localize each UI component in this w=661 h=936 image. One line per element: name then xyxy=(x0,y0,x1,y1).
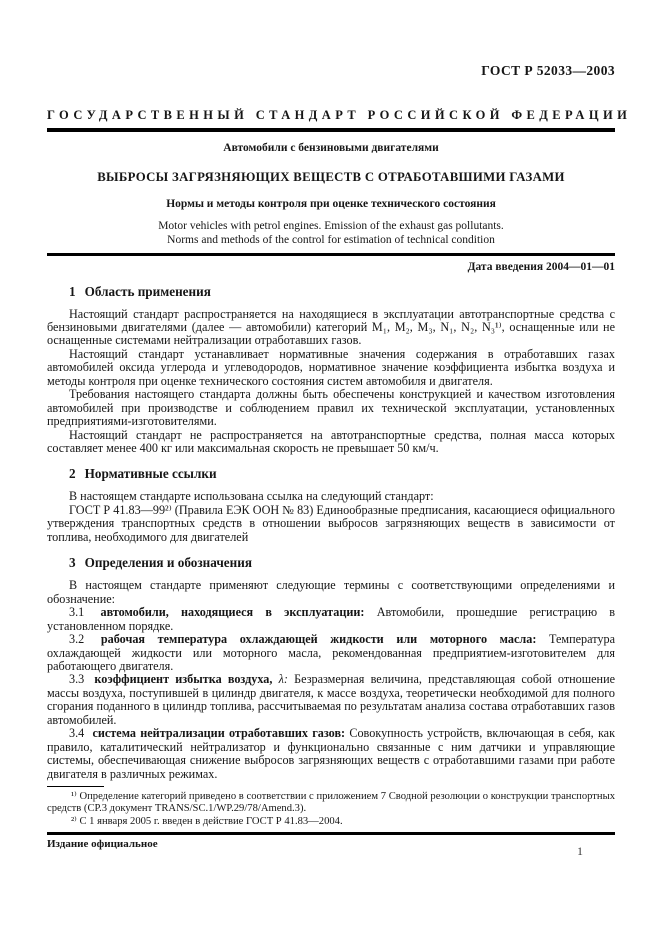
footnotes xyxy=(47,791,615,828)
edition-note: Издание официальное xyxy=(47,838,158,851)
lambda-symbol: λ: xyxy=(278,672,288,687)
doc-title-english-line2: Norms and methods of the control for estimation of technical condition xyxy=(167,233,495,246)
title-rule xyxy=(47,253,615,256)
footnote-separator xyxy=(47,786,104,787)
section-1-paragraph: Настоящий стандарт распространяется на находящиеся в эксплуатации автотранспортные средства с бензиновыми двигателями (далее — автомобили) категорий M₁, M₂, M₃, N₁, N₂, N₃¹⁾, оснащенные или не оснащенные системами нейтрализации отработавших газов. xyxy=(47,306,615,348)
definition-number: 3.2 xyxy=(69,632,85,647)
section-2-title: Нормативные ссылки xyxy=(84,466,217,482)
section-1-heading xyxy=(69,284,615,300)
definition-text: Температура охлаждающей жидкости или моторного масла, рекомендованная предприятием-изготовителем для работающего двигателя. xyxy=(47,632,615,674)
footnote-marker: ¹⁾ xyxy=(71,791,77,803)
section-1-paragraph: Требования настоящего стандарта должны быть обеспечены конструкцией и качеством изготовления автомобилей при производстве и соблюдением правил их технической эксплуатации, установленных предприятиями-изготовителями. xyxy=(47,387,615,429)
definition-3-4 xyxy=(47,727,615,781)
footnote-1 xyxy=(47,791,615,816)
federation-header: ГОСУДАРСТВЕННЫЙ СТАНДАРТ РОССИЙСКОЙ ФЕДЕРАЦИИ xyxy=(47,108,632,122)
doc-title: ВЫБРОСЫ ЗАГРЯЗНЯЮЩИХ ВЕЩЕСТВ С ОТРАБОТАВШИМИ ГАЗАМИ xyxy=(97,169,565,184)
definition-number: 3.3 xyxy=(69,672,85,687)
definition-3-2 xyxy=(47,633,615,673)
definition-term: автомобили, находящиеся в эксплуатации: xyxy=(100,605,365,620)
definition-text: Безразмерная величина, представляющая собой отношение массы воздуха, поступившей в цилиндр двигателя, к массе воздуха, теоретически необходимой для полного сгорания поданного в цилиндр топлива, рассчитываемая по результатам анализа состава отработавших газов автомобилей. xyxy=(47,672,616,727)
doc-title-english xyxy=(47,219,615,247)
footnote-text: С 1 января 2005 г. введен в действие ГОСТ Р 41.83—2004. xyxy=(79,815,343,827)
document-body xyxy=(47,284,615,782)
section-1-paragraph: Настоящий стандарт не распространяется на автотранспортные средства, полная масса которых составляет менее 400 кг или максимальная скорость не превышает 50 км/ч. xyxy=(47,427,615,456)
definition-text: Совокупность устройств, включающая в себя, как правило, каталитический нейтрализатор и функционально связанные с ним датчики и управляющие системы, обеспечивающая снижение выбросов загрязняющих веществ с отработавшими газами при работе двигателя в различных режимах. xyxy=(47,726,616,781)
doc-subtitle: Нормы и методы контроля при оценке технического состояния xyxy=(166,197,496,210)
page-number: 1 xyxy=(577,844,583,858)
definition-number: 3.4 xyxy=(69,726,85,741)
doc-subject: Автомобили с бензиновыми двигателями xyxy=(223,141,439,154)
section-2-heading xyxy=(69,466,615,482)
section-3-number: 3 xyxy=(69,555,76,571)
definition-3-1 xyxy=(47,606,615,633)
definition-term: рабочая температура охлаждающей жидкости или моторного масла: xyxy=(100,632,537,647)
footnote-marker: ²⁾ xyxy=(71,815,77,827)
section-2-paragraph: В настоящем стандарте использована ссылка на следующий стандарт: xyxy=(69,489,434,504)
doc-number: ГОСТ Р 52033—2003 xyxy=(481,63,615,78)
section-3-heading xyxy=(69,555,615,571)
section-1-title: Область применения xyxy=(84,283,211,299)
section-2-number: 2 xyxy=(69,466,76,482)
definition-text: Автомобили, прошедшие регистрацию в установленном порядке. xyxy=(47,605,616,633)
footer-rule xyxy=(47,832,615,836)
section-1-number: 1 xyxy=(69,283,76,299)
footnote-2 xyxy=(47,816,615,828)
section-1-paragraph: Настоящий стандарт устанавливает нормативные значения содержания в отработавших газах автомобилей оксида углерода и углеводородов, нормативное значение коэффициента избытка воздуха и методы контроля при оценке технического состояния систем автомобиля и двигателя. xyxy=(47,346,615,388)
definition-term: система нейтрализации отработавших газов: xyxy=(92,726,346,741)
definition-term: коэффициент избытка воздуха, xyxy=(94,672,273,687)
effective-date: Дата введения 2004—01—01 xyxy=(467,260,615,273)
section-3-intro: В настоящем стандарте применяют следующие термины с соответствующими определениями и обозначение: xyxy=(47,578,615,606)
footnote-text: Определение категорий приведено в соответствии с приложением 7 Сводной резолюции о конструкции транспортных средств (СР.3 документ TRANS/SC.1/WP.29/78/Amend.3). xyxy=(47,791,616,815)
header-rule xyxy=(47,128,615,132)
section-3-title: Определения и обозначения xyxy=(84,555,252,571)
definition-number: 3.1 xyxy=(69,605,85,620)
doc-title-english-line1: Motor vehicles with petrol engines. Emission of the exhaust gas pollutants. xyxy=(158,219,504,232)
section-2-paragraph: ГОСТ Р 41.83—99²⁾ (Правила ЕЭК ООН № 83) Единообразные предписания, касающиеся официального утверждения транспортных средств в отношении выбросов загрязняющих веществ в зависимости от топлива, необходимого для двигателей xyxy=(47,502,615,544)
definition-3-3 xyxy=(47,673,615,727)
